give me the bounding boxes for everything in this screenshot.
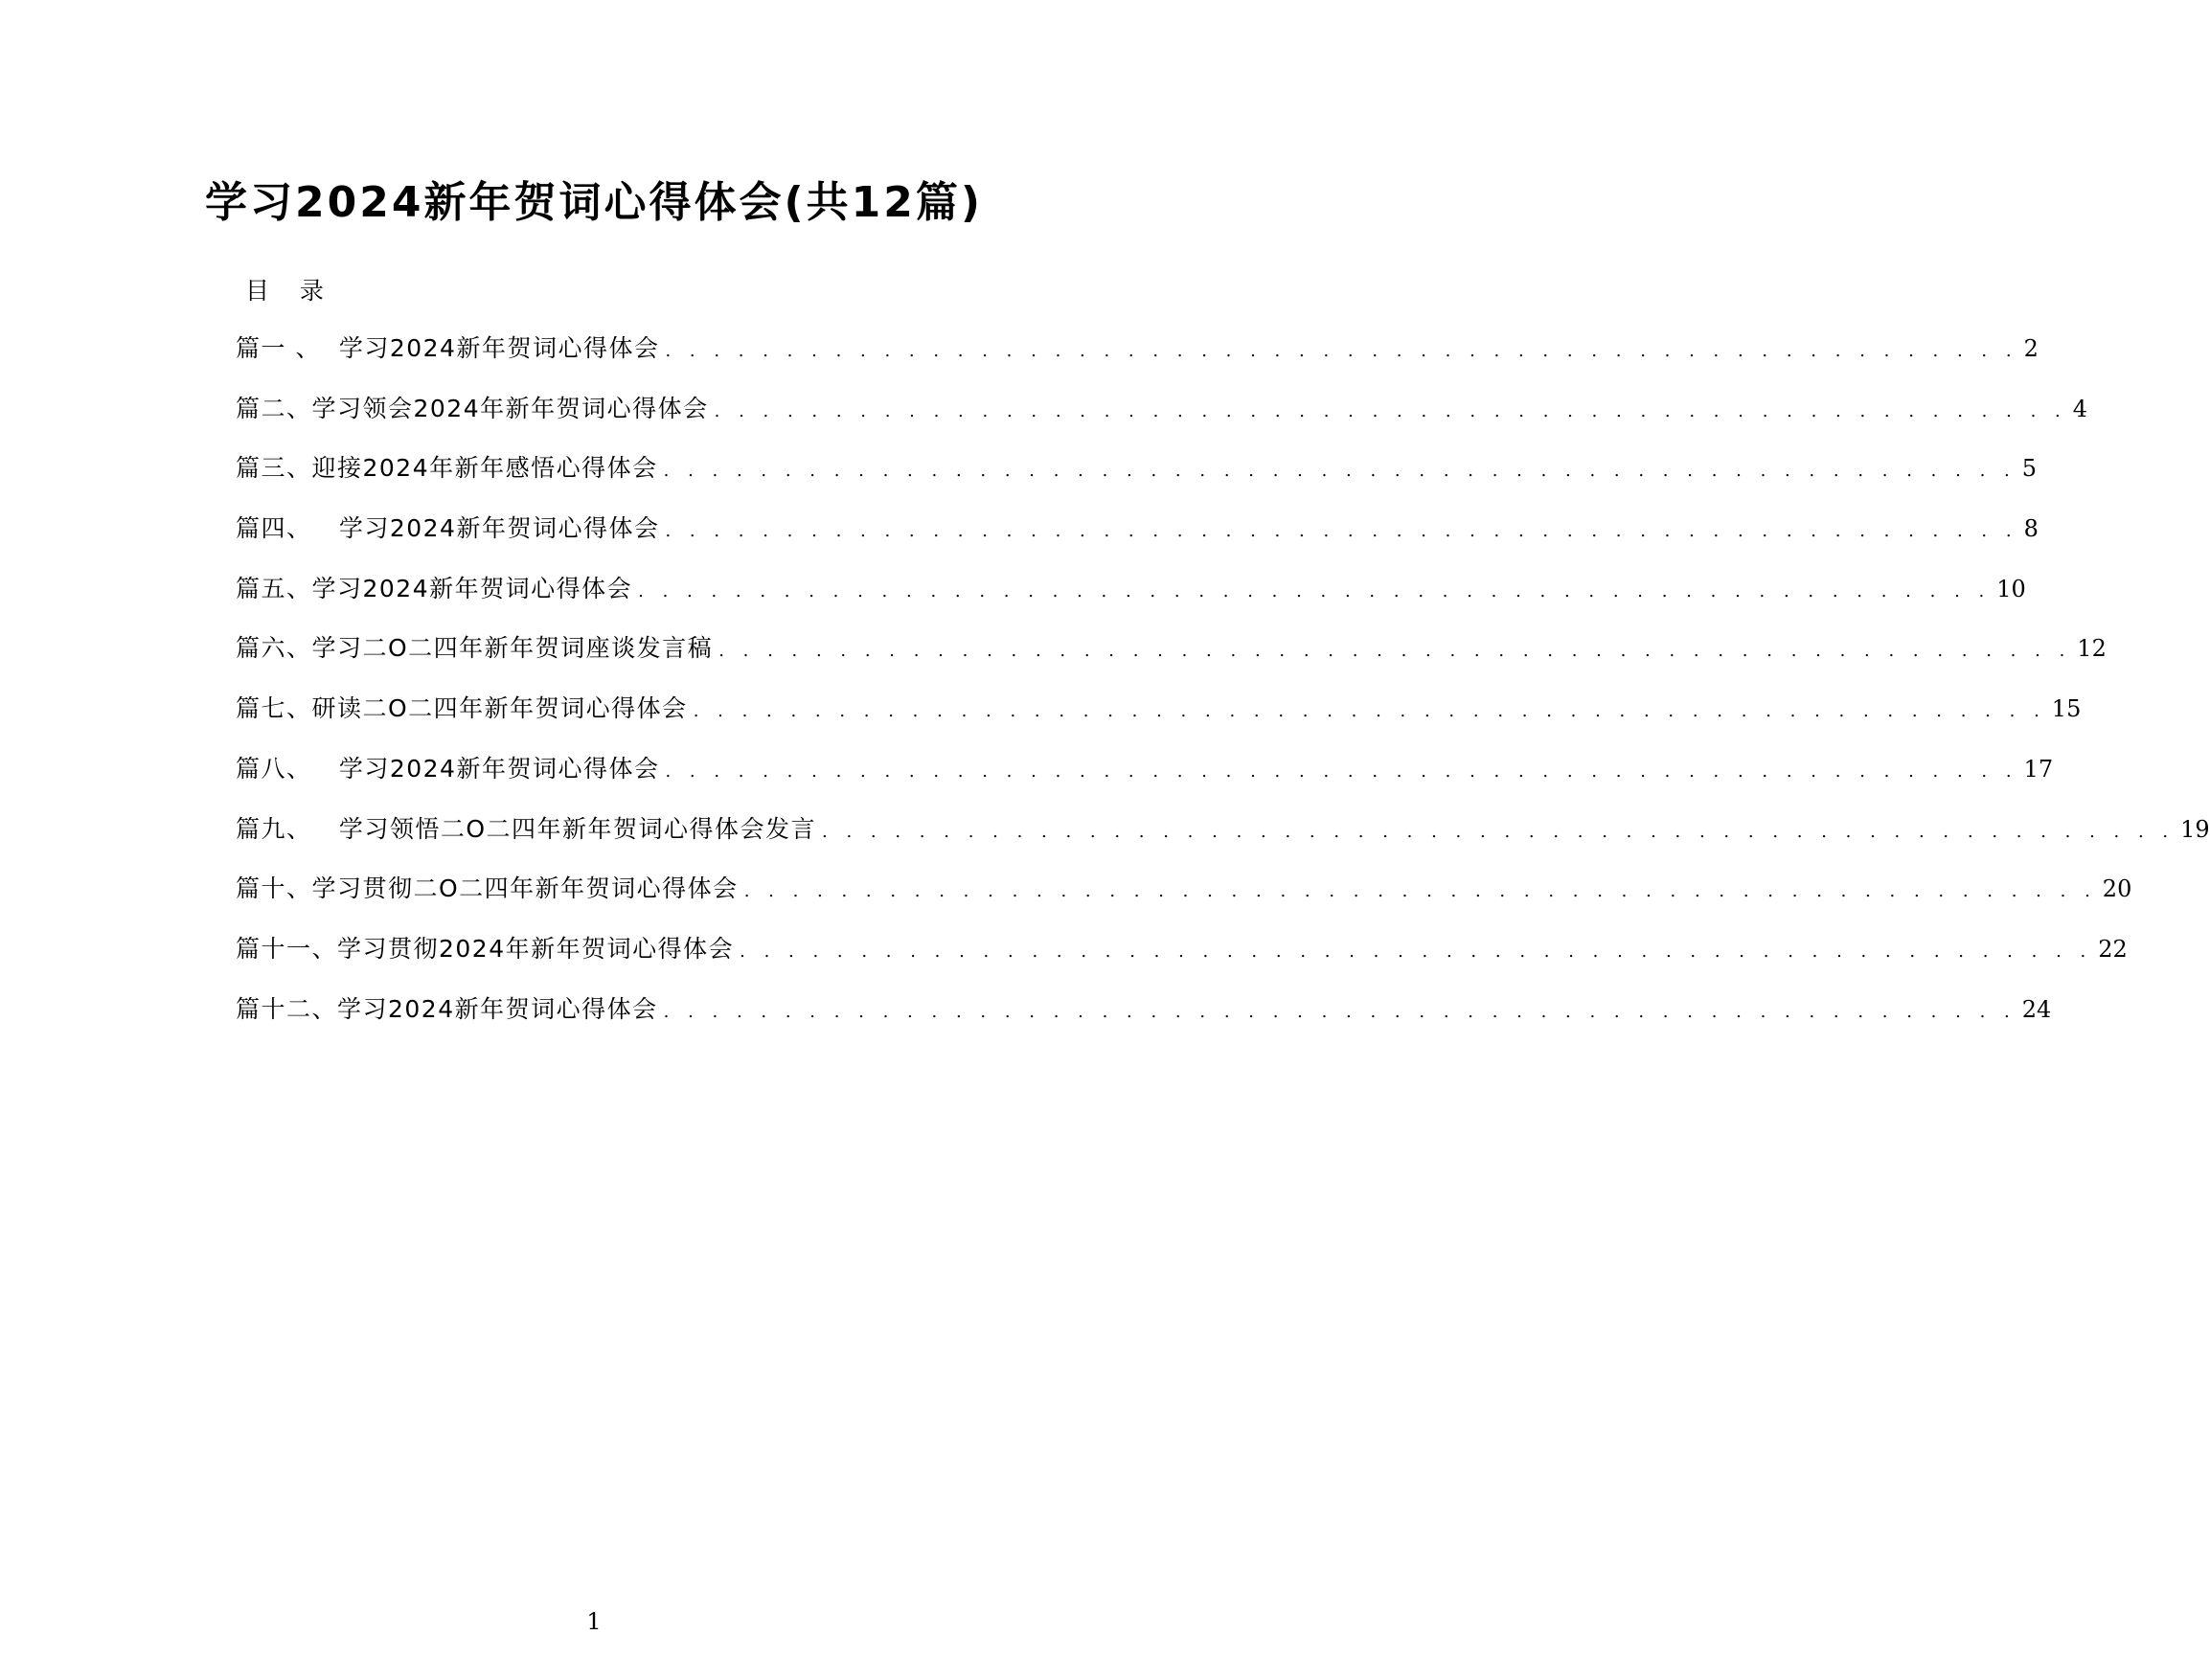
toc-entry-page: 2 <box>2023 335 2039 362</box>
document-title: 学习2024新年贺词心得体会(共12篇) <box>205 178 983 227</box>
toc-entry-page: 12 <box>2077 635 2107 663</box>
toc-entry-label: 篇十二、学习2024新年贺词心得体会 <box>236 994 658 1023</box>
toc-leader-dots: . . . . . . . . . . . . . . . . . . . . . . . . . . . . . . . . . . . . . . . . . . . . . . . . . . . . . . . . <box>714 400 2067 421</box>
toc-leader-dots: . . . . . . . . . . . . . . . . . . . . . . . . . . . . . . . . . . . . . . . . . . . . . . . . . . . . . . . . <box>638 580 1992 602</box>
toc-entry <box>236 990 2052 1051</box>
toc-entry-label: 篇十一、学习贯彻2024年新年贺词心得体会 <box>236 934 735 963</box>
toc-entry <box>236 629 2107 690</box>
toc-leader-dots: . . . . . . . . . . . . . . . . . . . . . . . . . . . . . . . . . . . . . . . . . . . . . . . . . . . . . . . . <box>740 941 2093 962</box>
toc-leader-dots: . . . . . . . . . . . . . . . . . . . . . . . . . . . . . . . . . . . . . . . . . . . . . . . . . . . . . . . . <box>665 521 2018 542</box>
toc-entry <box>236 930 2128 990</box>
toc-entry-page: 17 <box>2023 755 2054 783</box>
toc-entry-label: 篇六、学习二O二四年新年贺词座谈发言稿 <box>236 634 714 663</box>
toc-entry <box>236 390 2088 450</box>
toc-entry-label: 篇十、学习贯彻二O二四年新年贺词心得体会 <box>236 874 739 903</box>
toc-entry-label: 篇七、研读二O二四年新年贺词心得体会 <box>236 694 688 723</box>
toc-leader-dots: . . . . . . . . . . . . . . . . . . . . . . . . . . . . . . . . . . . . . . . . . . . . . . . . . . . . . . . . <box>663 461 2016 482</box>
toc-entry-page: 15 <box>2051 695 2082 723</box>
toc-leader-dots: . . . . . . . . . . . . . . . . . . . . . . . . . . . . . . . . . . . . . . . . . . . . . . . . . . . . . . . . <box>822 821 2176 842</box>
toc-entry-page: 20 <box>2102 875 2132 903</box>
toc-leader-dots: . . . . . . . . . . . . . . . . . . . . . . . . . . . . . . . . . . . . . . . . . . . . . . . . . . . . . . . . <box>663 1001 2016 1022</box>
toc-entry <box>236 449 2038 510</box>
toc-leader-dots: . . . . . . . . . . . . . . . . . . . . . . . . . . . . . . . . . . . . . . . . . . . . . . . . . . . . . . . . <box>665 761 2018 782</box>
toc-entry-label: 篇八、 学习2024新年贺词心得体会 <box>236 754 660 783</box>
toc-entry-page: 10 <box>1996 575 2026 602</box>
toc-entry-label: 篇四、 学习2024新年贺词心得体会 <box>236 514 660 543</box>
toc-entry <box>236 810 2210 871</box>
toc-entry-label: 篇九、 学习领悟二O二四年新年贺词心得体会发言 <box>236 814 817 843</box>
toc-entry <box>236 750 2054 810</box>
toc-entry <box>236 510 2039 570</box>
toc-entry-page: 19 <box>2180 815 2210 843</box>
toc-leader-dots: . . . . . . . . . . . . . . . . . . . . . . . . . . . . . . . . . . . . . . . . . . . . . . . . . . . . . . . . <box>718 641 2072 662</box>
toc-leader-dots: . . . . . . . . . . . . . . . . . . . . . . . . . . . . . . . . . . . . . . . . . . . . . . . . . . . . . . . . <box>665 341 2018 361</box>
page-number: 1 <box>586 1608 602 1635</box>
toc-entry-page: 5 <box>2021 455 2038 483</box>
toc-entry-page: 24 <box>2021 995 2052 1023</box>
toc-leader-dots: . . . . . . . . . . . . . . . . . . . . . . . . . . . . . . . . . . . . . . . . . . . . . . . . . . . . . . . . <box>693 701 2046 722</box>
toc-entry <box>236 329 2039 390</box>
toc-entry <box>236 570 2026 630</box>
toc-entry-page: 22 <box>2098 935 2128 963</box>
toc-entry-label: 篇五、学习2024新年贺词心得体会 <box>236 574 633 602</box>
toc-entry <box>236 870 2132 930</box>
toc-heading: 目 录 <box>245 277 326 305</box>
toc-entry-label: 篇三、迎接2024年新年感悟心得体会 <box>236 454 658 483</box>
toc-entry-page: 8 <box>2023 515 2039 543</box>
table-of-contents <box>236 329 2210 1050</box>
toc-leader-dots: . . . . . . . . . . . . . . . . . . . . . . . . . . . . . . . . . . . . . . . . . . . . . . . . . . . . . . . . <box>743 881 2097 902</box>
toc-entry-label: 篇一 、 学习2024新年贺词心得体会 <box>236 334 660 362</box>
toc-entry-page: 4 <box>2072 395 2088 422</box>
toc-entry-label: 篇二、学习领会2024年新年贺词心得体会 <box>236 394 709 422</box>
toc-entry <box>236 690 2082 750</box>
